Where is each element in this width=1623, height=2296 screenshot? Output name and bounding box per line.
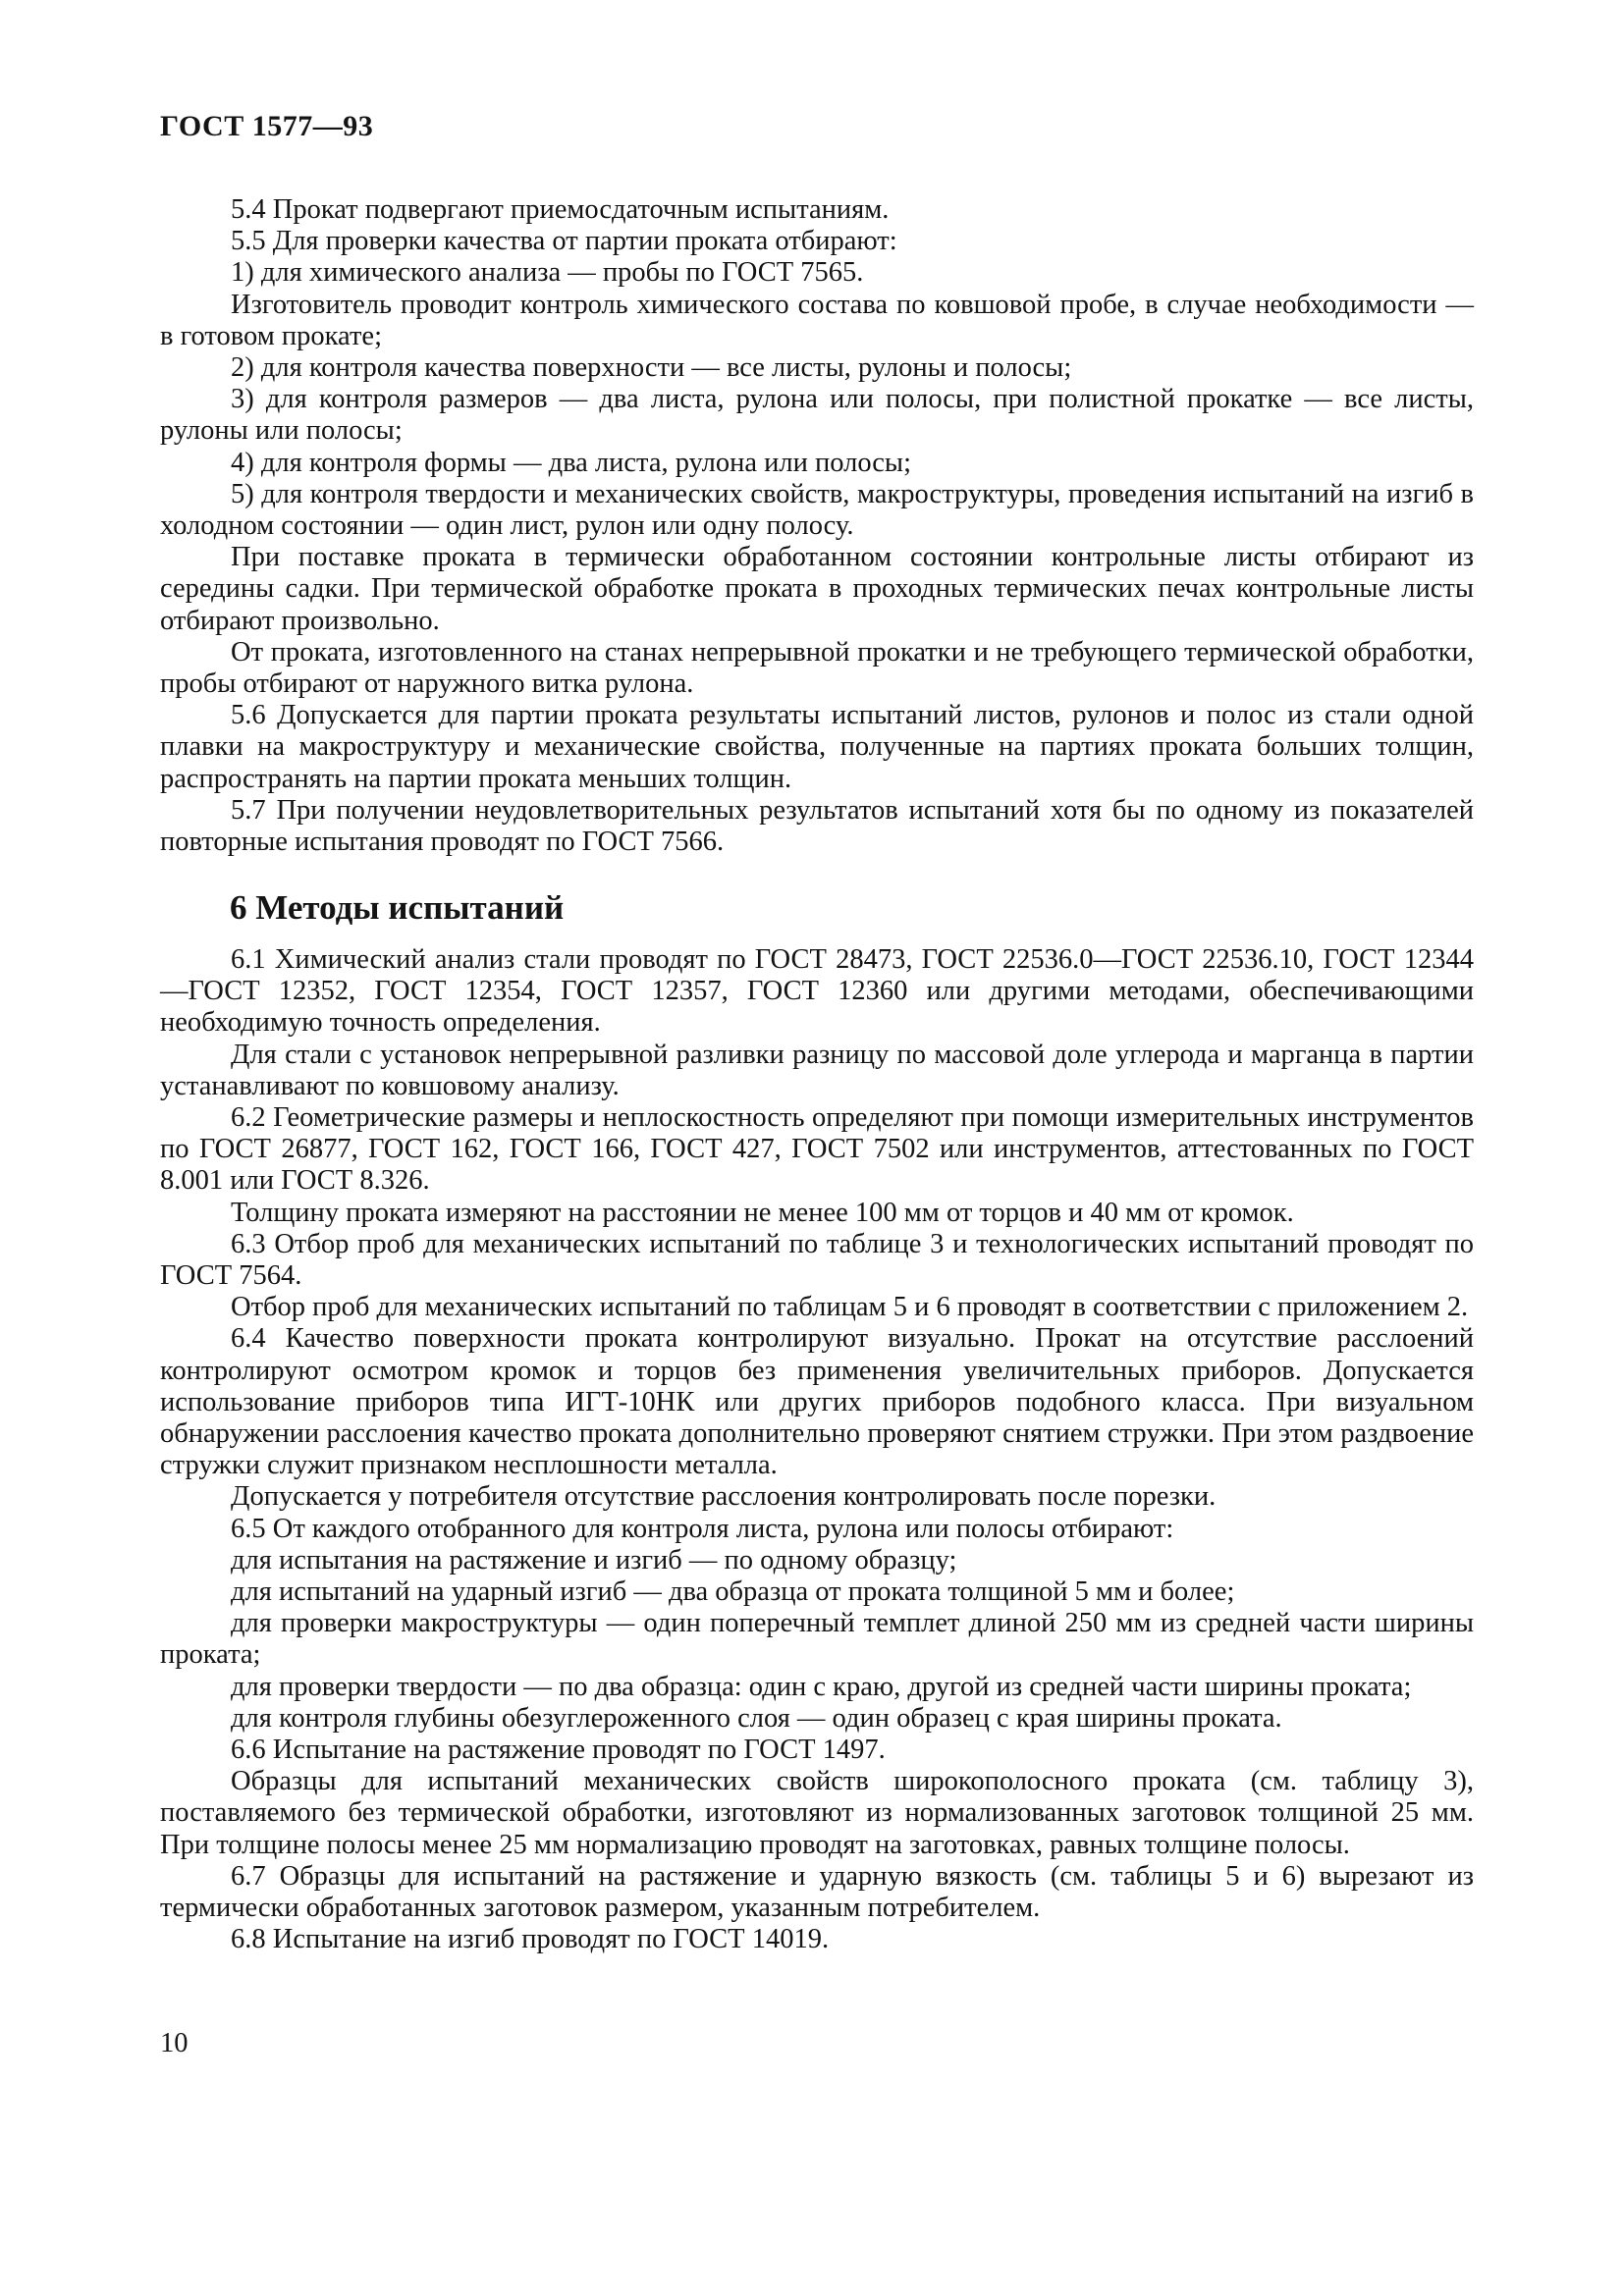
paragraph: Толщину проката измеряют на расстоянии не менее 100 мм от торцов и 40 мм от кромок. [231,1197,1294,1228]
paragraph: 6.2 Геометрические размеры и неплоскостность определяют при помощи измерительных инструментов по ГОСТ 26877, ГОСТ 162, ГОСТ 166, ГОСТ 427, ГОСТ 7502 или инструментов, аттестованных по ГОСТ 8.001 или ГОСТ 8.326. [160,1102,1474,1197]
paragraph: 6.8 Испытание на изгиб проводят по ГОСТ 14019. [231,1924,830,1955]
paragraph: 6.6 Испытание на растяжение проводят по ГОСТ 1497. [231,1735,886,1766]
section-5-text [160,194,1474,858]
paragraph: 3) для контроля размеров — два листа, рулона или полосы, при полистной прокатке — все листы, рулоны или полосы; [160,384,1474,447]
paragraph: 2) для контроля качества поверхности — все листы, рулоны и полосы; [231,352,1072,384]
paragraph: 5.5 Для проверки качества от партии проката отбирают: [231,226,897,257]
paragraph: 5) для контроля твердости и механических свойств, макроструктуры, проведения испытаний на изгиб в холодном состоянии — один лист, рулон или одну полосу. [160,478,1474,542]
paragraph: Отбор проб для механических испытаний по таблицам 5 и 6 проводят в соответствии с приложением 2. [231,1292,1469,1323]
paragraph: От проката, изготовленного на станах непрерывной прокатки и не требующего термической обработки, пробы отбирают от наружного витка рулона. [160,636,1474,700]
section-6-heading: 6 Методы испытаний [230,888,565,927]
paragraph: 5.7 При получении неудовлетворительных результатов испытаний хотя бы по одному из показателей повторные испытания проводят по ГОСТ 7566. [160,794,1474,858]
paragraph: для испытания на растяжение и изгиб — по одному образцу; [231,1544,957,1575]
paragraph: Изготовитель проводит контроль химического состава по ковшовой пробе, в случае необходимости — в готовом прокате; [160,289,1474,351]
paragraph: для проверки макроструктуры — один поперечный темплет длиной 250 мм из средней части ширины проката; [160,1608,1474,1671]
paragraph: Образцы для испытаний механических свойств широкополосного проката (см. таблицу 3), поставляемого без термической обработки, изготовляют из нормализованных заготовок толщиной 25 мм. При толщине полосы менее 25 мм нормализацию проводят на заготовках, равных толщине полосы. [160,1766,1474,1860]
paragraph: 6.4 Качество поверхности проката контролируют визуально. Прокат на отсутствие расслоений контролируют осмотром кромок и торцов без применения увеличительных приборов. Допускается использование приборов типа ИГТ-10НК или других приборов подобного класса. При визуальном обнаружении расслоения качество проката дополнительно проверяют снятием стружки. При этом раздвоение стружки служит признаком несплошности металла. [160,1323,1474,1481]
document-header: ГОСТ 1577—93 [160,110,374,142]
paragraph: для контроля глубины обезуглероженного слоя — один образец с края ширины проката. [231,1702,1282,1734]
page-number: 10 [160,2028,189,2058]
paragraph: 6.1 Химический анализ стали проводят по ГОСТ 28473, ГОСТ 22536.0—ГОСТ 22536.10, ГОСТ 12344—ГОСТ 12352, ГОСТ 12354, ГОСТ 12357, ГОСТ 12360 или другими методами, обеспечивающими необходимую точность определения. [160,944,1474,1039]
paragraph: 1) для химического анализа — пробы по ГОСТ 7565. [231,257,864,289]
paragraph: Для стали с установок непрерывной разливки разницу по массовой доле углерода и марганца в партии устанавливают по ковшовому анализу. [160,1039,1474,1101]
paragraph: 4) для контроля формы — два листа, рулона или полосы; [231,447,912,478]
paragraph: Допускается у потребителя отсутствие расслоения контролировать после порезки. [231,1481,1217,1513]
section-6-text [160,944,1474,1956]
paragraph: для испытаний на ударный изгиб — два образца от проката толщиной 5 мм и более; [231,1576,1235,1608]
paragraph: 5.6 Допускается для партии проката результаты испытаний листов, рулонов и полос из стали одной плавки на макроструктуру и механические свойства, полученные на партиях проката больших толщин, распространять на партии проката меньших толщин. [160,700,1474,794]
paragraph: 5.4 Прокат подвергают приемосдаточным испытаниям. [231,194,890,225]
paragraph: 6.5 От каждого отобранного для контроля листа, рулона или полосы отбирают: [231,1513,1174,1544]
paragraph: 6.3 Отбор проб для механических испытаний по таблице 3 и технологических испытаний проводят по ГОСТ 7564. [160,1228,1474,1292]
paragraph: 6.7 Образцы для испытаний на растяжение и ударную вязкость (см. таблицы 5 и 6) вырезают из термически обработанных заготовок размером, указанным потребителем. [160,1860,1474,1924]
paragraph: для проверки твердости — по два образца: один с краю, другой из средней части ширины проката; [231,1671,1412,1702]
paragraph: При поставке проката в термически обработанном состоянии контрольные листы отбирают из середины садки. При термической обработке проката в проходных термических печах контрольные листы отбирают произвольно. [160,542,1474,636]
